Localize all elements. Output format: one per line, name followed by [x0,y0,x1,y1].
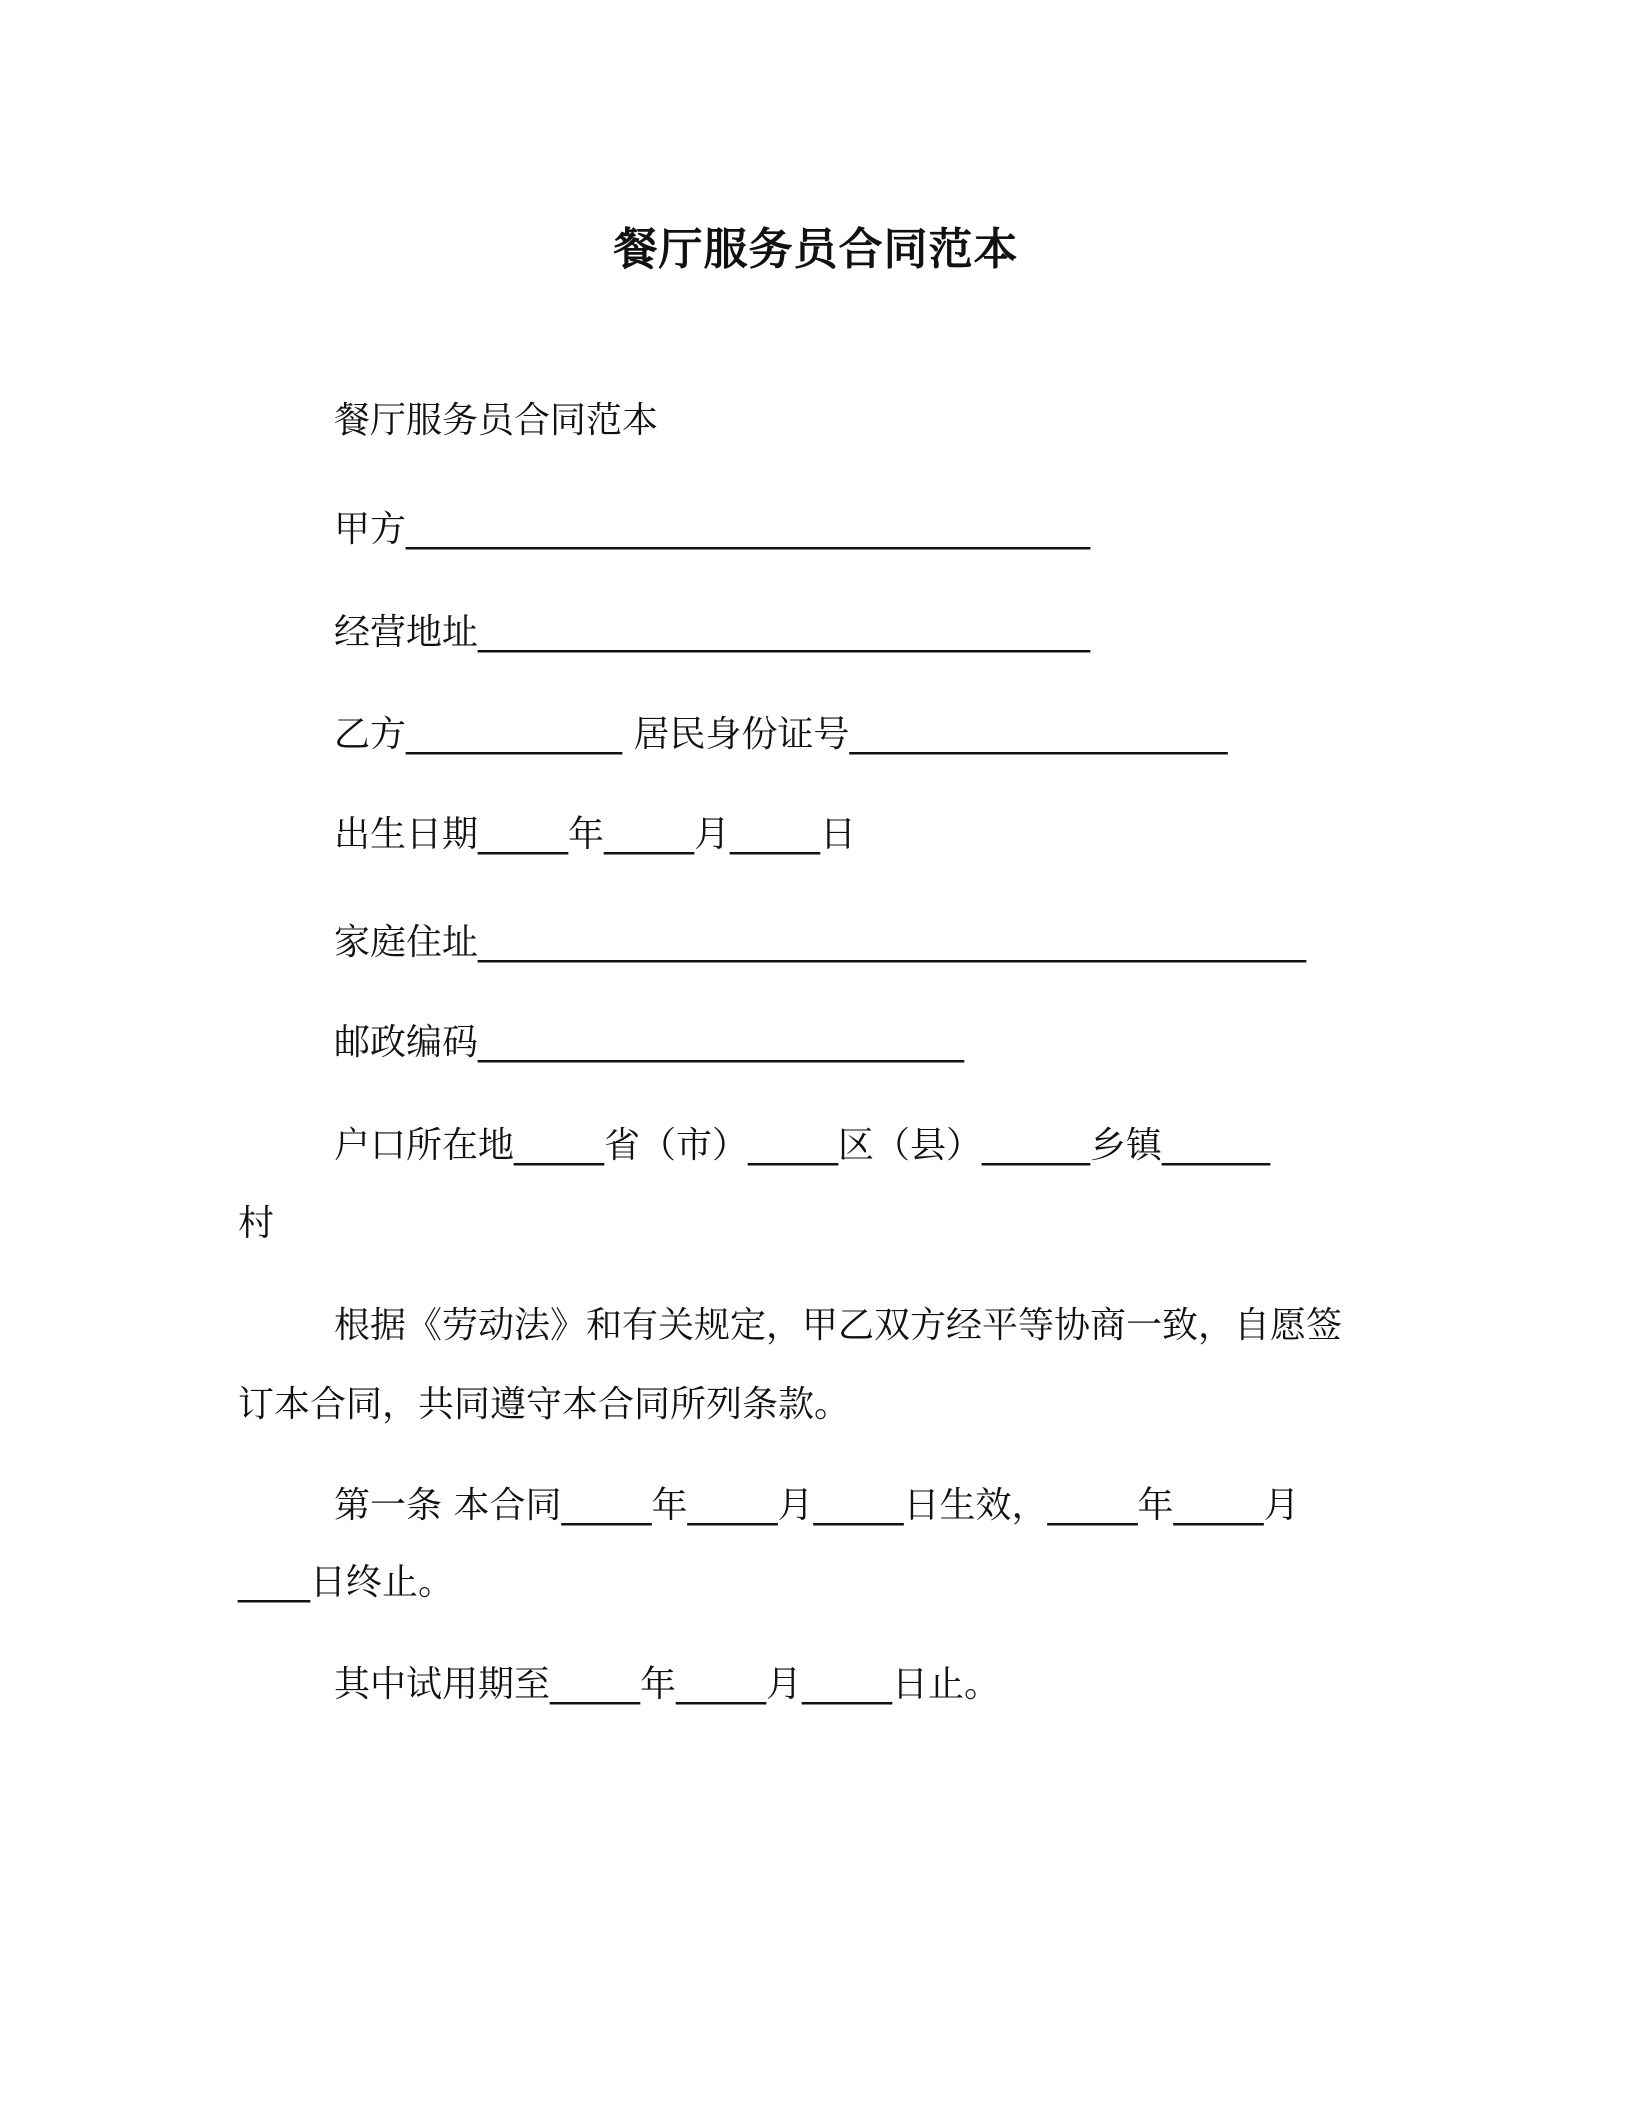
document-title: 餐厅服务员合同范本 [613,224,1019,275]
preamble-line-1: 根据《劳动法》和有关规定，甲乙双方经平等协商一致，自愿签 [334,1305,1343,1346]
probation-line: 其中试用期至_____年_____月_____日止。 [334,1664,1001,1705]
household-registration-line: 户口所在地_____省（市）_____区（县）______乡镇______ [334,1125,1271,1166]
article-one-line-2: ____日终止。 [238,1562,455,1603]
business-address-line: 经营地址__________________________________ [334,612,1091,653]
birth-date-line: 出生日期_____年_____月_____日 [334,814,857,855]
household-registration-continuation: 村 [238,1203,275,1244]
postal-code-line: 邮政编码___________________________ [334,1022,965,1063]
subtitle-line: 餐厅服务员合同范本 [334,400,659,441]
party-b-id-line: 乙方____________ 居民身份证号_____________________ [334,714,1228,755]
party-a-line: 甲方______________________________________ [334,509,1090,550]
article-one-line-1: 第一条 本合同_____年_____月_____日生效，_____年_____月 [334,1485,1300,1526]
preamble-line-2: 订本合同，共同遵守本合同所列条款。 [238,1384,851,1425]
home-address-line: 家庭住址______________________________________________ [334,922,1307,963]
